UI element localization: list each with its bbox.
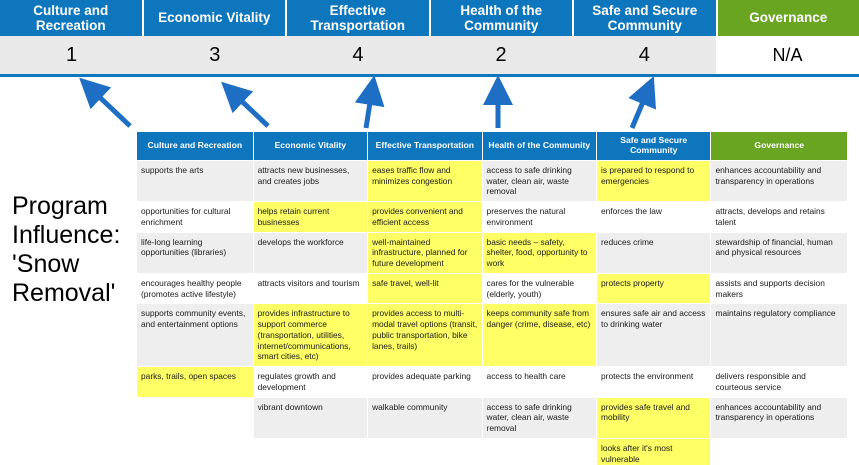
matrix-cell [137, 438, 254, 465]
matrix-cell: reduces crime [597, 232, 711, 273]
matrix-cell: safe travel, well-lit [368, 273, 482, 304]
goal-header-economic-vitality: Economic Vitality [144, 0, 288, 36]
matrix-cell: well-maintained infrastructure, planned for future development [368, 232, 482, 273]
score-band [0, 36, 859, 74]
matrix-cell: vibrant downtown [253, 397, 367, 438]
table-row [137, 160, 848, 201]
matrix-cell: provides safe travel and mobility [597, 397, 711, 438]
matrix-cell: keeps community safe from danger (crime, disease, etc) [482, 304, 596, 367]
matrix-cell: life-long learning opportunities (libraries) [137, 232, 254, 273]
matrix-cell: attracts new businesses, and creates jobs [253, 160, 367, 201]
matrix-cell: walkable community [368, 397, 482, 438]
arrow-economic-vitality [232, 92, 268, 126]
goal-header-effective-transportation: Effective Transportation [287, 0, 431, 36]
matrix-cell: access to safe drinking water, clean air, waste removal [482, 397, 596, 438]
matrix-cell: maintains regulatory compliance [711, 304, 848, 367]
matrix-cell [253, 438, 367, 465]
table-row [137, 397, 848, 438]
score-effective-transportation: 4 [286, 36, 429, 74]
arrow-group [0, 74, 859, 136]
table-row [137, 202, 848, 233]
matrix-cell: provides adequate parking [368, 367, 482, 398]
matrix-cell: parks, trails, open spaces [137, 367, 254, 398]
arrow-effective-transportation [366, 90, 372, 128]
matrix-header-economic-vitality: Economic Vitality [253, 132, 367, 161]
matrix-cell: basic needs – safety, shelter, food, opportunity to work [482, 232, 596, 273]
table-row [137, 304, 848, 367]
matrix-cell: supports community events, and entertainment options [137, 304, 254, 367]
matrix-cell: delivers responsible and courteous service [711, 367, 848, 398]
matrix-cell [137, 397, 254, 438]
score-economic-vitality: 3 [143, 36, 286, 74]
arrow-culture-and-recreation [90, 88, 130, 126]
matrix-cell: preserves the natural environment [482, 202, 596, 233]
arrow-safe-and-secure-community [632, 90, 648, 128]
matrix-cell: opportunities for cultural enrichment [137, 202, 254, 233]
matrix-cell [711, 438, 848, 465]
matrix-cell: access to safe drinking water, clean air, waste removal [482, 160, 596, 201]
matrix-cell: cares for the vulnerable (elderly, youth) [482, 273, 596, 304]
program-influence-caption: Program Influence: 'Snow Removal' [12, 192, 121, 307]
matrix-cell: provides access to multi-modal travel options (transit, public transportation, bike lanes, trails) [368, 304, 482, 367]
matrix-header-culture-and-recreation: Culture and Recreation [137, 132, 254, 161]
matrix-cell: supports the arts [137, 160, 254, 201]
influence-matrix [136, 131, 848, 465]
goal-header-culture-and-recreation: Culture and Recreation [0, 0, 144, 36]
matrix-cell: helps retain current businesses [253, 202, 367, 233]
matrix-cell: is prepared to respond to emergencies [597, 160, 711, 201]
score-culture-and-recreation: 1 [0, 36, 143, 74]
matrix-header-safe-and-secure-community: Safe and Secure Community [597, 132, 711, 161]
matrix-cell: develops the workforce [253, 232, 367, 273]
matrix-cell: protects the environment [597, 367, 711, 398]
matrix-header-row [137, 132, 848, 161]
goal-header-safe-and-secure-community: Safe and Secure Community [574, 0, 718, 36]
matrix-cell: eases traffic flow and minimizes congestion [368, 160, 482, 201]
score-health-of-the-community: 2 [430, 36, 573, 74]
matrix-cell [368, 438, 482, 465]
score-safe-and-secure-community: 4 [573, 36, 716, 74]
goal-header-band [0, 0, 859, 36]
matrix-cell: attracts visitors and tourism [253, 273, 367, 304]
table-row [137, 367, 848, 398]
matrix-cell: protects property [597, 273, 711, 304]
matrix-cell: provides infrastructure to support commerce (transportation, utilities, internet/communications, smart cities, etc) [253, 304, 367, 367]
table-row [137, 438, 848, 465]
matrix-cell: encourages healthy people (promotes active lifestyle) [137, 273, 254, 304]
table-row [137, 232, 848, 273]
goal-header-health-of-the-community: Health of the Community [431, 0, 575, 36]
matrix-header-governance: Governance [711, 132, 848, 161]
matrix-cell [482, 438, 596, 465]
matrix-cell: ensures safe air and access to drinking water [597, 304, 711, 367]
score-governance: N/A [716, 36, 859, 74]
table-row [137, 273, 848, 304]
matrix-cell: enhances accountability and transparency in operations [711, 160, 848, 201]
matrix-cell: enforces the law [597, 202, 711, 233]
matrix-cell: stewardship of financial, human and physical resources [711, 232, 848, 273]
matrix-cell: provides convenient and efficient access [368, 202, 482, 233]
goal-header-governance: Governance [718, 0, 859, 36]
matrix-cell: access to health care [482, 367, 596, 398]
matrix-cell: enhances accountability and transparency in operations [711, 397, 848, 438]
matrix-cell: regulates growth and development [253, 367, 367, 398]
matrix-header-effective-transportation: Effective Transportation [368, 132, 482, 161]
matrix-cell: attracts, develops and retains talent [711, 202, 848, 233]
matrix-cell: looks after it's most vulnerable [597, 438, 711, 465]
matrix-cell: assists and supports decision makers [711, 273, 848, 304]
matrix-header-health-of-the-community: Health of the Community [482, 132, 596, 161]
